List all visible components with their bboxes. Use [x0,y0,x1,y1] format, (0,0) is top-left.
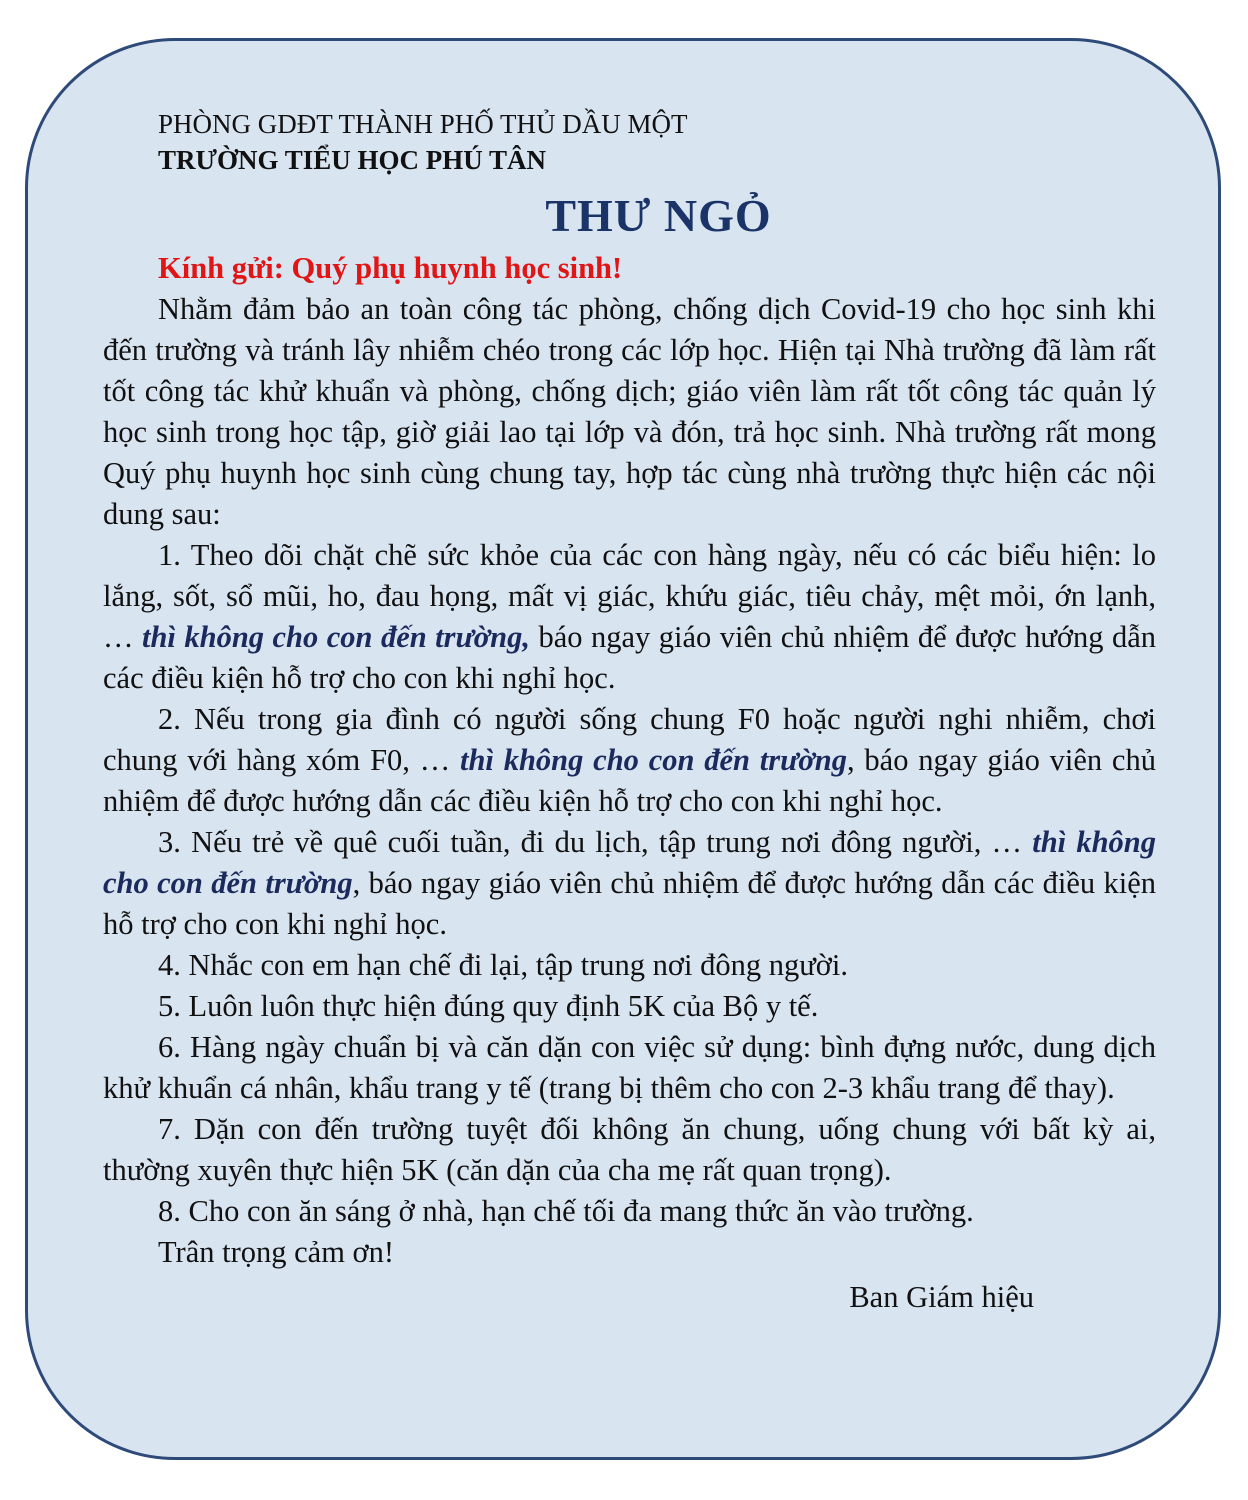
item-emphasis: thì không cho con đến trường [460,743,847,777]
item-text-after: , báo ngay giáo viên chủ nhiệm để được hướng dẫn các điều kiện hỗ trợ cho con khi nghỉ học. [103,866,1157,941]
item-text: 1. Theo dõi chặt chẽ sức khỏe của các con hàng ngày, nếu có các biểu hiện: lo lắng, sốt, sổ mũi, ho, đau họng, mất vị giác, khứu giác, tiêu chảy, mệt mỏi, ớn lạnh, … [103,538,1156,654]
item-text: 4. Nhắc con em hạn chế đi lại, tập trung nơi đông người. [158,948,848,982]
closing-line: Trân trọng cảm ơn! [158,1235,395,1269]
letter-content [103,106,1156,1318]
list-item [103,986,1156,1027]
school-name: TRƯỜNG TIỂU HỌC PHÚ TÂN [158,145,547,175]
item-text-after: báo ngay giáo viên chủ nhiệm để được hướng dẫn các điều kiện hỗ trợ cho con khi nghỉ học. [103,620,1156,695]
list-item [103,535,1156,699]
item-text: 6. Hàng ngày chuẩn bị và căn dặn con việc sử dụng: bình đựng nước, dung dịch khử khuẩn cá nhân, khẩu trang y tế (trang bị thêm cho con 2-3 khẩu trang để thay). [103,1030,1156,1105]
letter-title: THƯ NGỎ [545,190,772,241]
list-item [103,1191,1156,1232]
intro-paragraph: Nhằm đảm bảo an toàn công tác phòng, chống dịch Covid-19 cho học sinh khi đến trường và tránh lây nhiễm chéo trong các lớp học. Hiện tại Nhà trường đã làm rất tốt công tác khử khuẩn và phòng, chống dịch; giáo viên làm rất tốt công tác quản lý học sinh trong học tập, giờ giải lao tại lớp và đón, trả học sinh. Nhà trường rất mong Quý phụ huynh học sinh cùng chung tay, hợp tác cùng nhà trường thực hiện các nội dung sau: [103,292,1156,531]
item-text: 7. Dặn con đến trường tuyệt đối không ăn chung, uống chung với bất kỳ ai, thường xuyên thực hiện 5K (căn dặn của cha mẹ rất quan trọng). [103,1112,1156,1187]
signature: Ban Giám hiệu [849,1280,1034,1314]
item-text: 8. Cho con ăn sáng ở nhà, hạn chế tối đa mang thức ăn vào trường. [158,1194,974,1228]
list-item [103,1109,1156,1191]
item-text-after: , báo ngay giáo viên chủ nhiệm để được hướng dẫn các điều kiện hỗ trợ cho con khi nghỉ học. [103,743,1156,818]
list-item [103,822,1156,945]
item-emphasis: thì không cho con đến trường, [141,620,530,654]
item-text: 2. Nếu trong gia đình có người sống chung F0 hoặc người nghi nhiễm, chơi chung với hàng xóm F0, … [103,702,1156,777]
list-item [103,1027,1156,1109]
list-item [103,699,1156,822]
department-name: PHÒNG GDĐT THÀNH PHỐ THỦ DẦU MỘT [158,109,688,139]
item-emphasis: thì không cho con đến trường [103,825,1156,900]
item-text: 3. Nếu trẻ về quê cuối tuần, đi du lịch, tập trung nơi đông người, … [158,825,1033,859]
greeting: Kính gửi: Quý phụ huynh học sinh! [158,251,623,285]
item-text: 5. Luôn luôn thực hiện đúng quy định 5K của Bộ y tế. [158,989,819,1023]
list-item [103,945,1156,986]
